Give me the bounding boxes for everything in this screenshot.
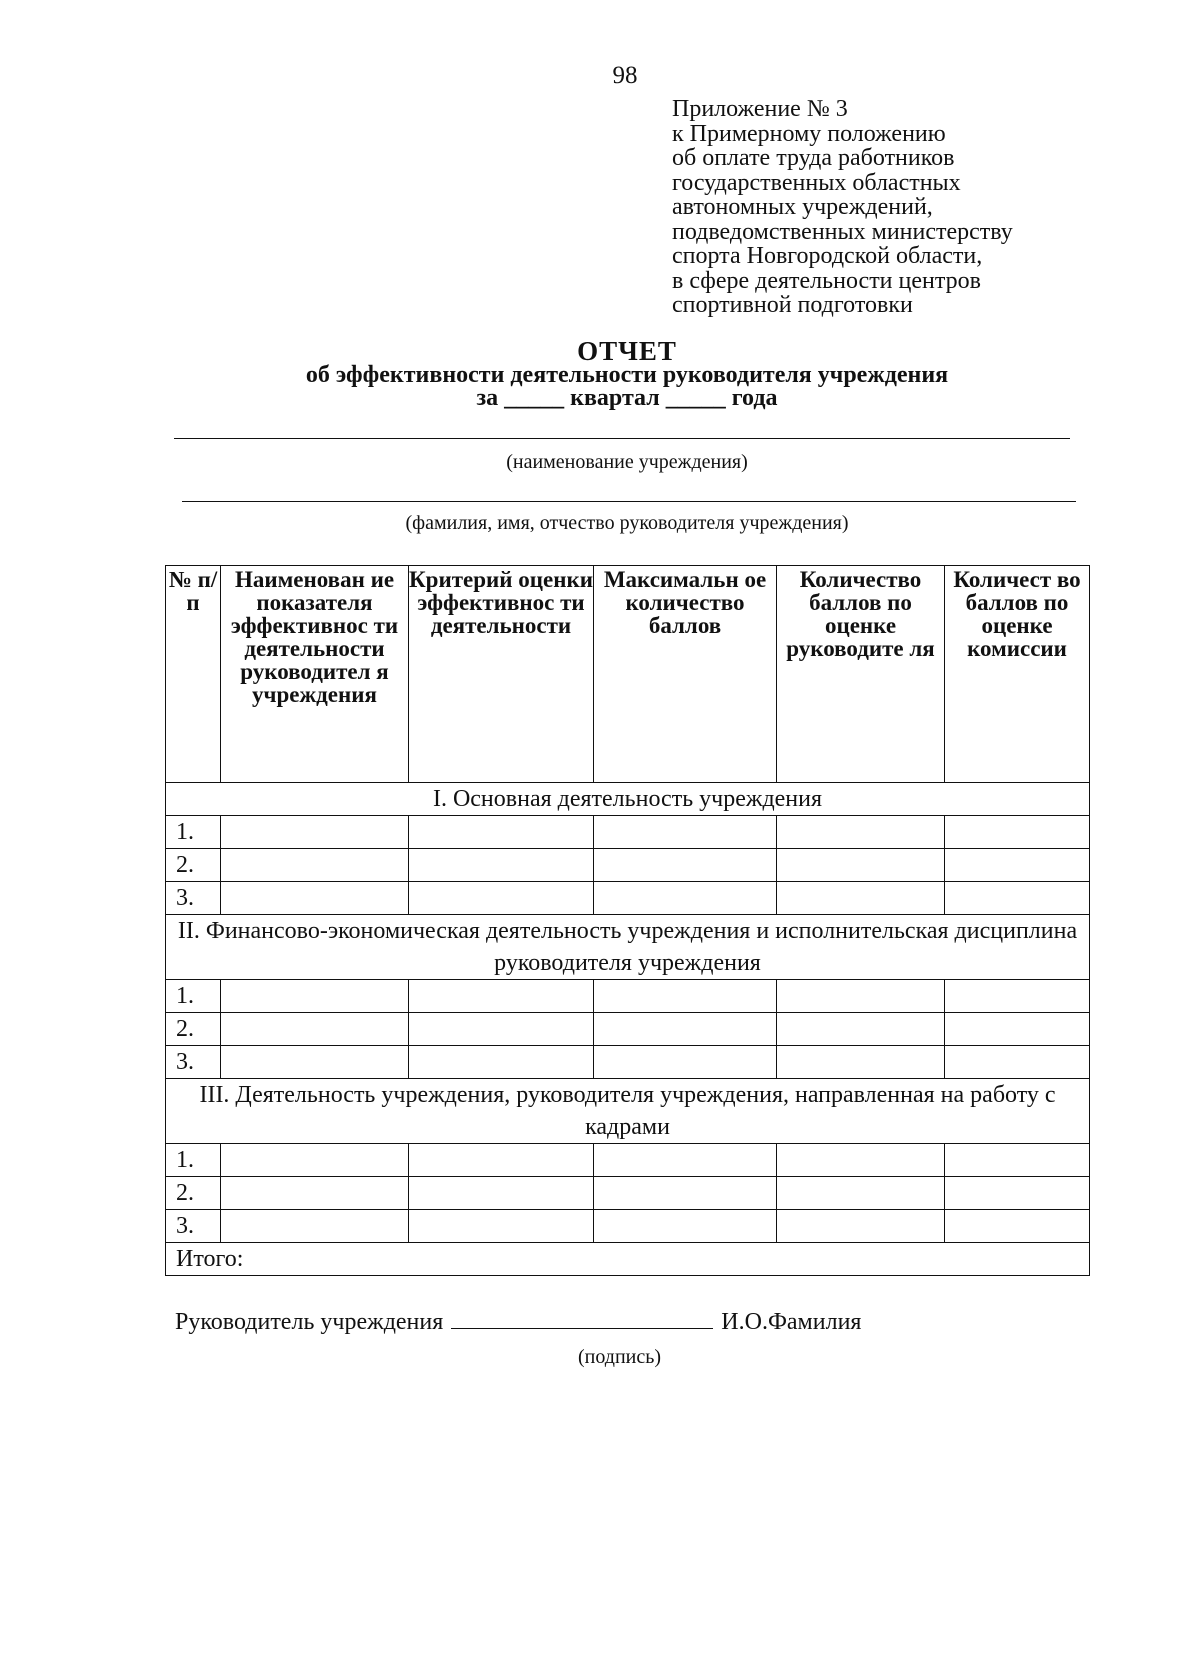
report-period: за _____ квартал _____ года <box>476 385 778 411</box>
page-number: 98 <box>612 62 638 89</box>
row-number: 2. <box>166 849 221 882</box>
row-number: 3. <box>166 1210 221 1243</box>
table-cell <box>221 1046 409 1079</box>
section-row <box>166 783 1090 816</box>
signature-line <box>451 1308 713 1329</box>
table-cell <box>221 1210 409 1243</box>
table-cell <box>221 1144 409 1177</box>
table-row <box>166 882 1090 915</box>
table-header-row <box>166 566 1090 783</box>
table-cell <box>777 849 945 882</box>
table-cell <box>777 1013 945 1046</box>
table-cell <box>945 980 1090 1013</box>
appendix-line: спорта Новгородской области, <box>672 243 983 269</box>
row-number: 2. <box>166 1177 221 1210</box>
table-cell <box>409 980 594 1013</box>
total-row <box>166 1243 1090 1276</box>
table-cell <box>221 849 409 882</box>
evaluation-table <box>165 565 1090 1276</box>
table-cell <box>945 1144 1090 1177</box>
table-row <box>166 1013 1090 1046</box>
row-number: 1. <box>166 1144 221 1177</box>
table-cell <box>594 1144 777 1177</box>
table-cell <box>777 1046 945 1079</box>
row-number: 1. <box>166 816 221 849</box>
appendix-line: Приложение № 3 <box>672 96 848 122</box>
section-row <box>166 915 1090 980</box>
table-cell <box>594 882 777 915</box>
header-max-points: Максимальн ое количество баллов <box>594 566 777 783</box>
header-number: № п/ п <box>166 566 221 783</box>
report-title: ОТЧЕТ <box>577 336 677 366</box>
table-cell <box>221 816 409 849</box>
institution-caption: (наименование учреждения) <box>506 451 748 473</box>
table-row <box>166 816 1090 849</box>
table-cell <box>409 1177 594 1210</box>
table-cell <box>594 1013 777 1046</box>
table-cell <box>409 1210 594 1243</box>
table-cell <box>777 816 945 849</box>
table-cell <box>409 1046 594 1079</box>
table-row <box>166 849 1090 882</box>
table-cell <box>945 1177 1090 1210</box>
table-cell <box>777 1210 945 1243</box>
table-cell <box>409 816 594 849</box>
appendix-line: государственных областных <box>672 169 961 196</box>
table-cell <box>945 1013 1090 1046</box>
appendix-line: автономных учреждений, <box>672 194 933 220</box>
table-cell <box>409 882 594 915</box>
total-label: Итого: <box>166 1243 1090 1276</box>
table-cell <box>945 1046 1090 1079</box>
section-row <box>166 1079 1090 1144</box>
signature-name: И.О.Фамилия <box>721 1309 862 1335</box>
section-title: II. Финансово-экономическая деятельность учреждения и исполнительская дисциплина руководителя учреждения <box>166 915 1090 980</box>
report-subtitle: об эффективности деятельности руководителя учреждения <box>305 362 949 388</box>
row-number: 2. <box>166 1013 221 1046</box>
table-cell <box>409 849 594 882</box>
head-caption: (фамилия, имя, отчество руководителя учреждения) <box>405 512 849 534</box>
header-head-points: Количество баллов по оценке руководите ля <box>777 566 945 783</box>
table-cell <box>777 882 945 915</box>
table-cell <box>945 882 1090 915</box>
appendix-line: подведомственных министерству <box>672 218 1013 245</box>
table-cell <box>945 849 1090 882</box>
table-cell <box>777 980 945 1013</box>
table-cell <box>945 816 1090 849</box>
signature-caption: (подпись) <box>578 1346 662 1368</box>
table-cell <box>777 1144 945 1177</box>
section-title: I. Основная деятельность учреждения <box>166 783 1090 816</box>
section-title: III. Деятельность учреждения, руководителя учреждения, направленная на работу с кадрами <box>166 1079 1090 1144</box>
table-row <box>166 1144 1090 1177</box>
table-row <box>166 980 1090 1013</box>
row-number: 3. <box>166 882 221 915</box>
table-cell <box>221 1177 409 1210</box>
table-cell <box>221 882 409 915</box>
institution-name-line <box>174 438 1070 439</box>
table-cell <box>594 816 777 849</box>
table-cell <box>221 1013 409 1046</box>
appendix-line: спортивной подготовки <box>672 292 913 318</box>
table-cell <box>594 1210 777 1243</box>
row-number: 1. <box>166 980 221 1013</box>
table-cell <box>409 1144 594 1177</box>
signature-block <box>175 1308 861 1336</box>
appendix-line: об оплате труда работников <box>672 145 955 171</box>
header-commission-points: Количест во баллов по оценке комиссии <box>945 566 1090 783</box>
table-cell <box>594 1177 777 1210</box>
appendix-line: к Примерному положению <box>672 120 946 147</box>
table-cell <box>594 980 777 1013</box>
head-name-line <box>182 501 1076 502</box>
row-number: 3. <box>166 1046 221 1079</box>
table-cell <box>409 1013 594 1046</box>
table-row <box>166 1177 1090 1210</box>
table-cell <box>594 1046 777 1079</box>
table-cell <box>945 1210 1090 1243</box>
table-cell <box>221 980 409 1013</box>
table-cell <box>777 1177 945 1210</box>
signature-label: Руководитель учреждения <box>175 1309 444 1335</box>
appendix-note <box>672 97 1092 318</box>
header-criterion: Критерий оценки эффективнос ти деятельности <box>409 566 594 783</box>
table-cell <box>594 849 777 882</box>
header-indicator: Наименован ие показателя эффективнос ти деятельности руководител я учреждения <box>221 566 409 783</box>
appendix-line: в сфере деятельности центров <box>672 267 981 294</box>
table-row <box>166 1046 1090 1079</box>
table-row <box>166 1210 1090 1243</box>
